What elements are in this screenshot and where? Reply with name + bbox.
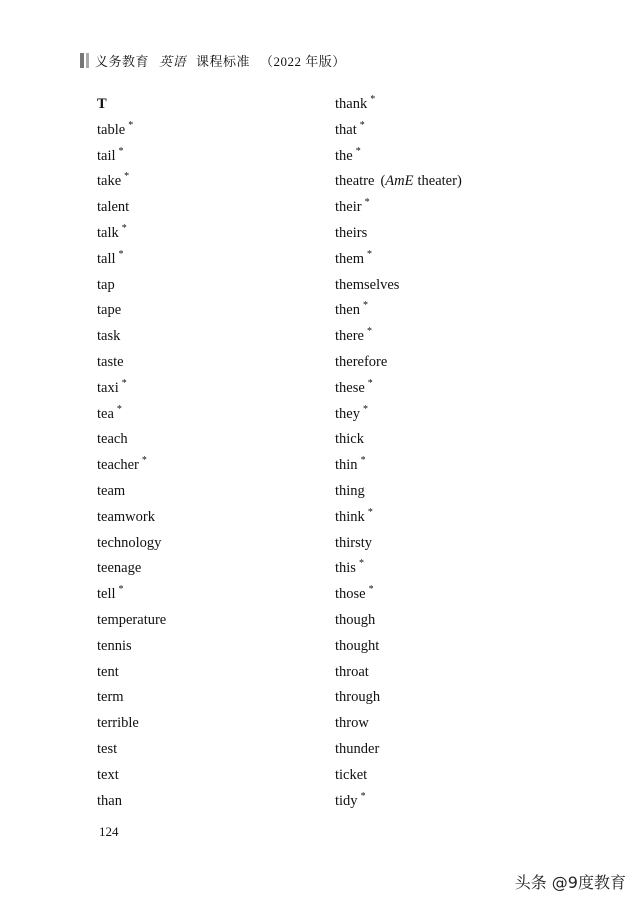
vocab-entry — [97, 556, 166, 582]
vocab-word: that — [335, 121, 357, 138]
vocab-entry — [97, 479, 166, 505]
vocab-word: therefore — [335, 353, 388, 370]
vocab-entry — [335, 144, 462, 170]
vocab-word: tail — [97, 147, 116, 164]
vocab-word: team — [97, 482, 126, 499]
asterisk-icon: * — [367, 248, 372, 260]
vocab-entry — [97, 298, 166, 324]
vocab-entry — [97, 195, 166, 221]
vocab-entry — [335, 608, 462, 634]
vocab-word: teacher — [97, 457, 139, 474]
asterisk-icon: * — [360, 790, 366, 802]
vocab-entry — [335, 582, 462, 608]
vocab-word: tall — [97, 250, 116, 267]
vocab-entry — [97, 427, 166, 453]
vocab-word: thank — [335, 96, 368, 112]
asterisk-icon: * — [124, 171, 130, 183]
vocab-entry — [97, 247, 166, 273]
vocab-word: taxi — [97, 379, 119, 396]
vocab-word: them — [335, 250, 364, 267]
vocab-entry — [335, 324, 462, 350]
vocab-entry — [335, 505, 462, 531]
vocab-word: tap — [97, 276, 115, 293]
vocab-entry — [335, 711, 462, 737]
vocab-word: tell — [97, 586, 116, 603]
vocab-word: temperature — [97, 611, 167, 628]
vocab-entry — [335, 92, 462, 118]
vocab-word: their — [335, 199, 362, 216]
vocab-word: throw — [335, 715, 369, 732]
vocab-entry — [335, 479, 462, 505]
vocab-entry — [335, 221, 462, 247]
vocab-entry — [97, 789, 166, 815]
vocab-word: talent — [97, 199, 130, 216]
vocab-entry — [335, 273, 462, 299]
asterisk-icon: * — [364, 197, 370, 209]
vocab-word: terrible — [97, 715, 139, 732]
vocab-entry — [97, 685, 166, 711]
variant-open-paren: ( — [380, 173, 386, 190]
vocab-entry — [97, 634, 166, 660]
variant-region: AmE — [385, 173, 414, 190]
vocab-word: tea — [97, 405, 114, 422]
vocab-entry — [97, 350, 166, 376]
variant-close-paren: ) — [456, 173, 462, 190]
vocab-entry — [335, 737, 462, 763]
vocab-word: theirs — [335, 224, 368, 241]
vocab-entry — [335, 660, 462, 686]
vocab-entry — [97, 169, 166, 195]
variant-alt-spelling: theater — [417, 173, 457, 190]
watermark: 头条 @9度教育 — [514, 873, 626, 892]
vocab-word: theatre — [335, 173, 375, 190]
asterisk-icon: * — [118, 145, 124, 157]
vocab-word: thirsty — [335, 534, 373, 551]
asterisk-icon: * — [362, 403, 368, 415]
vocab-entry — [97, 531, 166, 557]
vocab-word: teenage — [97, 560, 142, 577]
vocab-entry — [97, 144, 166, 170]
vocab-entry — [97, 737, 166, 763]
vocab-word: technology — [97, 534, 162, 551]
vocab-word: talk — [97, 224, 119, 241]
section-letter: T — [97, 96, 107, 112]
vocab-word: thunder — [335, 740, 380, 757]
asterisk-icon: * — [121, 222, 127, 234]
asterisk-icon: * — [121, 377, 127, 389]
vocab-word: take — [97, 173, 122, 190]
vocab-entry — [335, 195, 462, 221]
vocab-word: throat — [335, 663, 369, 680]
vocab-word: than — [97, 792, 122, 809]
asterisk-icon: * — [367, 506, 373, 518]
asterisk-icon: * — [362, 300, 368, 312]
vocab-word: tape — [97, 302, 122, 319]
asterisk-icon: * — [355, 145, 361, 157]
vocab-entry — [97, 324, 166, 350]
vocab-entry — [97, 273, 166, 299]
asterisk-icon: * — [370, 94, 376, 105]
asterisk-icon: * — [358, 558, 364, 570]
header-edition: （2022 年版） — [260, 54, 346, 69]
vocab-entry — [335, 118, 462, 144]
vocab-word: tidy — [335, 792, 358, 809]
header-subject: 英语 — [159, 54, 187, 69]
vocab-word: text — [97, 766, 119, 783]
vocab-entry — [97, 660, 166, 686]
vocab-word: thin — [335, 457, 358, 474]
vocab-word: these — [335, 379, 365, 396]
header-bars-icon — [80, 53, 89, 68]
vocab-entry — [335, 427, 462, 453]
vocab-word: thought — [335, 637, 380, 654]
vocab-word: though — [335, 611, 376, 628]
vocab-word: tent — [97, 663, 119, 680]
vocab-word: themselves — [335, 276, 400, 293]
vocab-word: thing — [335, 482, 365, 499]
vocab-entry — [97, 221, 166, 247]
vocab-entry — [335, 556, 462, 582]
vocab-word: those — [335, 586, 366, 603]
asterisk-icon: * — [360, 455, 366, 467]
vocab-entry — [97, 402, 166, 428]
vocab-word: test — [97, 740, 118, 757]
spelling-variant — [380, 173, 461, 189]
word-list-right — [335, 92, 462, 814]
vocab-entry — [97, 711, 166, 737]
asterisk-icon: * — [359, 119, 365, 131]
vocab-entry — [335, 376, 462, 402]
vocab-word: the — [335, 147, 353, 164]
vocab-word: this — [335, 560, 356, 577]
vocab-word: thick — [335, 431, 364, 448]
vocab-entry — [335, 350, 462, 376]
vocab-word: think — [335, 508, 365, 525]
running-header — [80, 51, 350, 70]
vocab-word: teach — [97, 431, 128, 448]
asterisk-icon: * — [118, 248, 124, 260]
vocab-entry — [97, 608, 166, 634]
asterisk-icon: * — [367, 377, 373, 389]
vocab-word: tennis — [97, 637, 132, 654]
vocab-entry — [97, 453, 166, 479]
page-number: 124 — [99, 824, 119, 839]
vocab-word: then — [335, 302, 360, 319]
vocab-entry — [335, 634, 462, 660]
header-title: 课程标准 — [196, 54, 251, 69]
vocab-entry — [335, 763, 462, 789]
asterisk-icon: * — [368, 584, 374, 596]
vocab-word: taste — [97, 353, 124, 370]
vocab-entry — [335, 247, 462, 273]
vocab-word: there — [335, 328, 364, 345]
vocab-word: task — [97, 328, 121, 345]
vocab-entry — [335, 169, 462, 195]
asterisk-icon: * — [366, 326, 372, 338]
vocab-entry — [97, 505, 166, 531]
word-list-left — [97, 92, 166, 814]
asterisk-icon: * — [128, 119, 134, 131]
vocab-entry — [335, 402, 462, 428]
vocab-entry — [335, 298, 462, 324]
asterisk-icon: * — [141, 455, 147, 467]
vocab-word: ticket — [335, 766, 368, 783]
vocab-word: they — [335, 405, 360, 422]
vocab-word: term — [97, 689, 124, 706]
vocab-entry — [97, 376, 166, 402]
vocab-entry — [335, 789, 462, 815]
asterisk-icon: * — [118, 584, 124, 596]
vocab-entry — [97, 118, 166, 144]
vocab-entry — [335, 685, 462, 711]
vocab-entry — [335, 453, 462, 479]
asterisk-icon: * — [116, 403, 122, 415]
vocab-word: through — [335, 689, 381, 706]
vocab-word: teamwork — [97, 508, 155, 525]
vocab-entry — [97, 763, 166, 789]
vocab-word: table — [97, 121, 126, 138]
vocab-entry — [97, 582, 166, 608]
header-series: 义务教育 — [95, 54, 150, 69]
vocab-entry — [335, 531, 462, 557]
